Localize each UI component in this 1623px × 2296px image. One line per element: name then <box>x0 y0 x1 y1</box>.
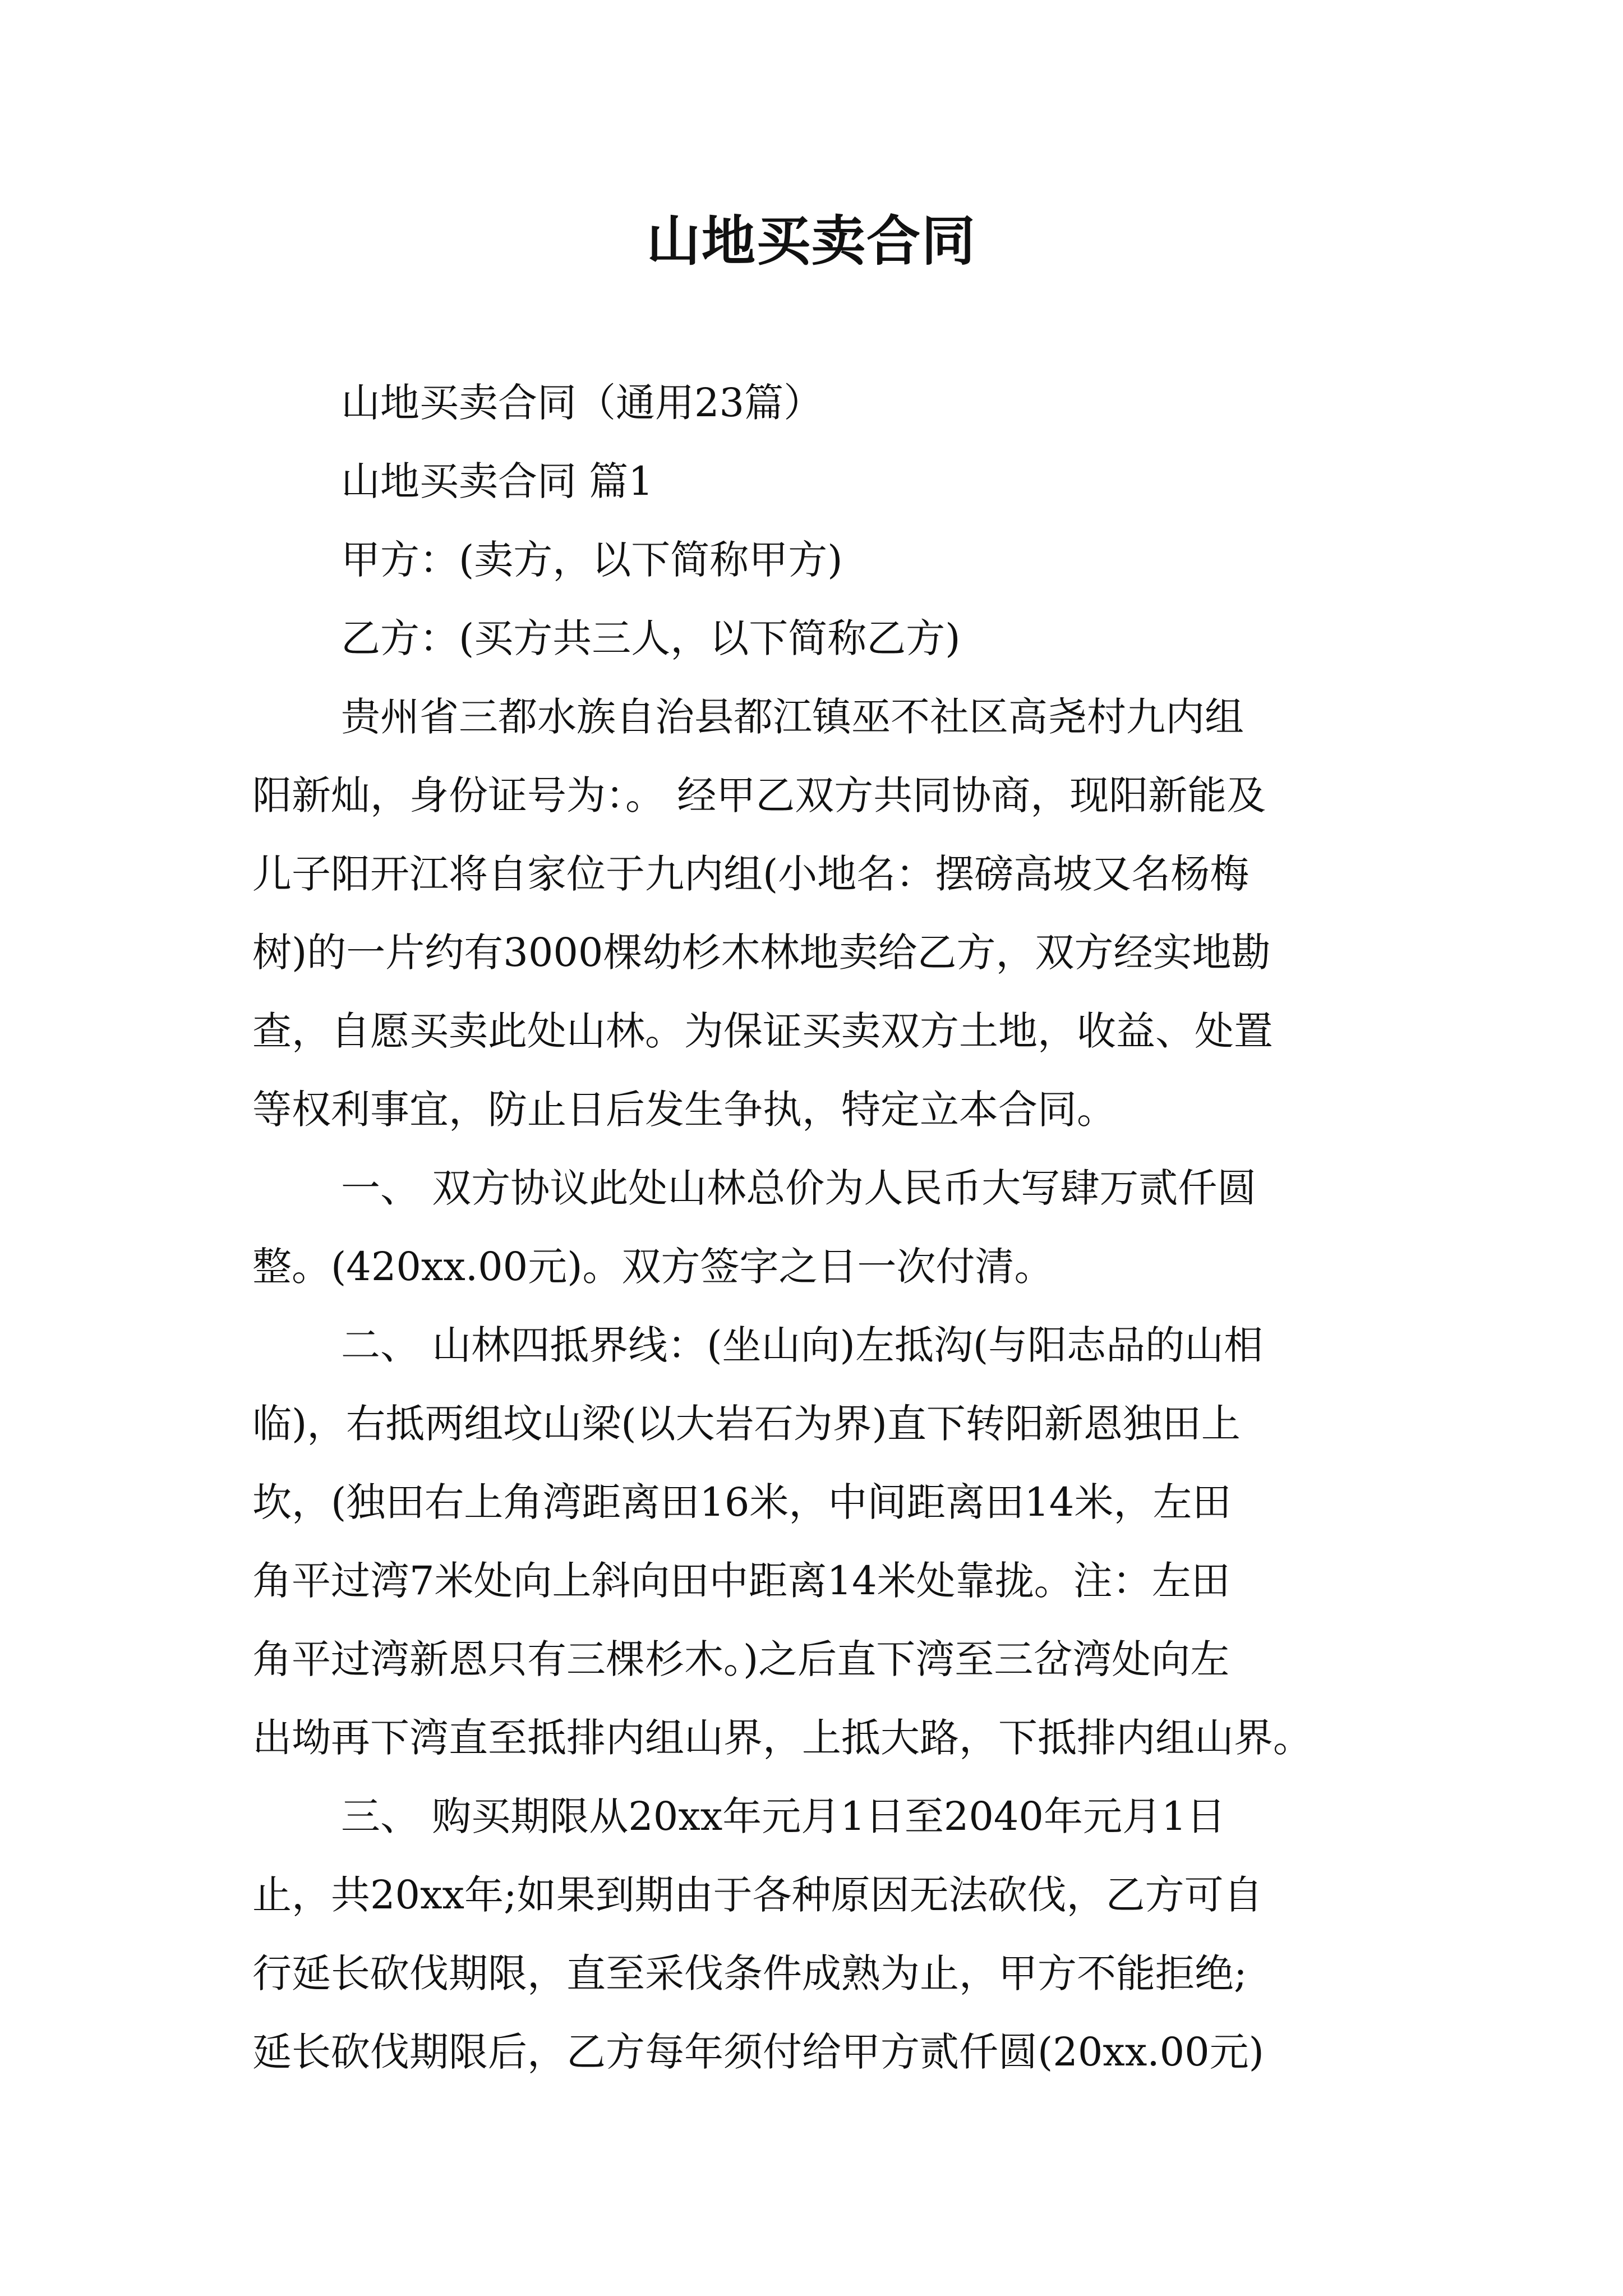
clause-line: 三、 购买期限从20xx年元月1日至2040年元月1日 <box>341 1793 1226 1839</box>
clause-line: 行延长砍伐期限，直至采伐条件成熟为止，甲方不能拒绝; <box>252 1950 1247 1996</box>
paragraph-line: 树)的一片约有3000棵幼杉木林地卖给乙方，双方经实地勘 <box>252 930 1271 976</box>
clause-line: 二、 山林四抵界线：(坐山向)左抵沟(与阳志品的山相 <box>341 1322 1264 1368</box>
paragraph-line: 查，自愿买卖此处山林。为保证买卖双方土地，收益、处置 <box>252 1008 1273 1054</box>
paragraph-line: 儿子阳开江将自家位于九内组(小地名：摆磅高坡又名杨梅 <box>252 851 1249 897</box>
party-b-line: 乙方：(买方共三人，以下简称乙方) <box>341 615 961 661</box>
clause-line: 出坳再下湾直至抵排内组山界，上抵大路，下抵排内组山界。 <box>252 1715 1312 1761</box>
document-title: 山地买卖合同 <box>647 209 976 273</box>
clause-line: 角平过湾新恩只有三棵杉木。)之后直下湾至三岔湾处向左 <box>252 1636 1230 1682</box>
paragraph-line: 贵州省三都水族自治县都江镇巫不社区高尧村九内组 <box>341 694 1244 740</box>
subtitle-line: 山地买卖合同（通用23篇） <box>341 380 823 426</box>
clause-line: 一、 双方协议此处山林总价为人民币大写肆万贰仟圆 <box>341 1165 1257 1211</box>
clause-line: 坎，(独田右上角湾距离田16米，中间距离田14米，左田 <box>252 1479 1232 1525</box>
section-heading: 山地买卖合同 篇1 <box>341 458 653 504</box>
party-a-line: 甲方：(卖方，以下简称甲方) <box>341 537 843 583</box>
clause-line: 止，共20xx年;如果到期由于各种原因无法砍伐，乙方可自 <box>252 1872 1263 1918</box>
paragraph-line: 等权利事宜，防止日后发生争执，特定立本合同。 <box>252 1087 1116 1133</box>
clause-line: 延长砍伐期限后，乙方每年须付给甲方贰仟圆(20xx.00元) <box>252 2029 1264 2075</box>
clause-line: 临)，右抵两组坟山梁(以大岩石为界)直下转阳新恩独田上 <box>252 1401 1241 1447</box>
clause-line: 整。(420xx.00元)。双方签字之日一次付清。 <box>252 1244 1054 1290</box>
paragraph-line: 阳新灿，身份证号为：。 经甲乙双方共同协商，现阳新能及 <box>252 772 1266 818</box>
clause-line: 角平过湾7米处向上斜向田中距离14米处靠拢。注：左田 <box>252 1558 1230 1604</box>
